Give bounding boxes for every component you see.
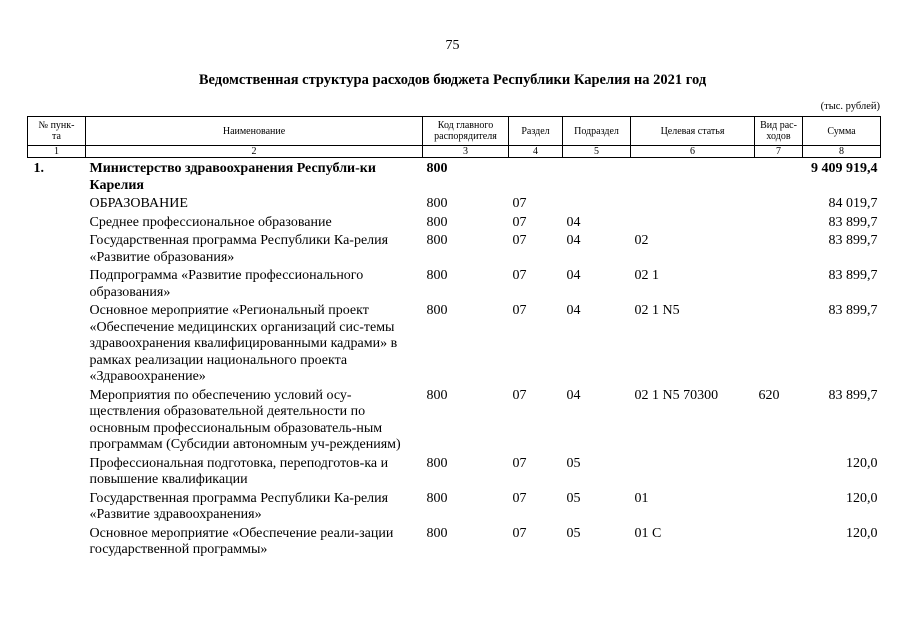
table-row bbox=[28, 231, 881, 266]
row-target: 02 bbox=[634, 233, 649, 248]
row-sum: 120,0 bbox=[846, 490, 878, 506]
row-num bbox=[28, 386, 86, 454]
row-podrazdel: 04 bbox=[566, 303, 581, 318]
table-row bbox=[28, 454, 881, 489]
row-razdel: 07 bbox=[512, 490, 527, 506]
row-code: 800 bbox=[426, 490, 448, 506]
row-target bbox=[631, 194, 755, 213]
row-name: Мероприятия по обеспечению условий осу-ществления образовательной деятельности по основным профессиональным образователь-ным программам (Субсидии автономным уч-реждениям) bbox=[89, 387, 401, 452]
header-num-line-2: та bbox=[52, 131, 61, 142]
row-podrazdel: 05 bbox=[566, 455, 581, 471]
row-name: ОБРАЗОВАНИЕ bbox=[89, 196, 188, 211]
row-razdel: 07 bbox=[512, 233, 527, 248]
row-vid: 620 bbox=[758, 387, 780, 403]
document-title: Ведомственная структура расходов бюджета Республики Карелия на 2021 год bbox=[198, 72, 707, 88]
row-name: Среднее профессиональное образование bbox=[89, 214, 332, 230]
row-num bbox=[28, 454, 86, 489]
header-razdel: Раздел bbox=[509, 117, 563, 146]
page-number: 75 bbox=[445, 38, 460, 53]
row-code: 800 bbox=[426, 387, 448, 403]
row-num bbox=[28, 194, 86, 213]
row-target: 01 С bbox=[634, 525, 662, 541]
header-code-line-1: Код главного bbox=[437, 120, 494, 131]
row-code: 800 bbox=[426, 196, 448, 211]
column-number: 7 bbox=[755, 146, 803, 158]
row-sum: 83 899,7 bbox=[828, 387, 878, 403]
row-vid bbox=[755, 266, 803, 301]
header-podrazdel: Подраздел bbox=[563, 117, 631, 146]
row-vid bbox=[755, 158, 803, 195]
row-razdel: 07 bbox=[512, 303, 527, 318]
row-vid bbox=[755, 454, 803, 489]
row-vid bbox=[755, 489, 803, 524]
row-code: 800 bbox=[426, 268, 448, 283]
row-name: Профессиональная подготовка, переподготов-ка и повышение квалификации bbox=[89, 455, 389, 487]
row-name: Основное мероприятие «Обеспечение реали-зации государственной программы» bbox=[89, 525, 394, 557]
row-num: 1. bbox=[33, 161, 44, 176]
row-razdel: 07 bbox=[512, 455, 527, 471]
table-row bbox=[28, 386, 881, 454]
row-target: 02 1 N5 70300 bbox=[634, 387, 719, 403]
header-code bbox=[423, 117, 509, 146]
column-number: 8 bbox=[803, 146, 881, 158]
budget-table bbox=[27, 116, 881, 559]
row-podrazdel bbox=[563, 194, 631, 213]
row-sum: 120,0 bbox=[846, 525, 878, 541]
header-vid bbox=[755, 117, 803, 146]
table-row bbox=[28, 266, 881, 301]
row-vid bbox=[755, 231, 803, 266]
row-vid bbox=[755, 524, 803, 559]
row-target: 02 1 N5 bbox=[634, 303, 680, 318]
row-podrazdel: 05 bbox=[566, 490, 581, 506]
column-number: 1 bbox=[28, 146, 86, 158]
table-row bbox=[28, 158, 881, 195]
row-podrazdel: 05 bbox=[566, 525, 581, 541]
column-number: 3 bbox=[423, 146, 509, 158]
row-code: 800 bbox=[426, 214, 448, 230]
row-num bbox=[28, 266, 86, 301]
header-num bbox=[28, 117, 86, 146]
row-razdel: 07 bbox=[512, 214, 527, 230]
row-vid bbox=[755, 213, 803, 232]
row-podrazdel: 04 bbox=[566, 214, 581, 230]
table-body bbox=[28, 158, 881, 559]
row-name: Министерство здравоохранения Республи-ки Карелия bbox=[89, 161, 376, 193]
table-row bbox=[28, 213, 881, 232]
row-num bbox=[28, 231, 86, 266]
row-razdel: 07 bbox=[512, 387, 527, 403]
row-num bbox=[28, 213, 86, 232]
row-target: 01 bbox=[634, 490, 649, 506]
table-row bbox=[28, 194, 881, 213]
row-razdel: 07 bbox=[512, 525, 527, 541]
header-name: Наименование bbox=[86, 117, 423, 146]
row-vid bbox=[755, 194, 803, 213]
row-target: 02 1 bbox=[634, 268, 659, 283]
table-row bbox=[28, 489, 881, 524]
row-razdel: 07 bbox=[512, 268, 527, 283]
header-target: Целевая статья bbox=[631, 117, 755, 146]
row-sum: 84 019,7 bbox=[828, 196, 878, 211]
row-podrazdel bbox=[563, 158, 631, 195]
row-name: Государственная программа Республики Ка-релия «Развитие образования» bbox=[89, 233, 389, 265]
row-razdel bbox=[509, 158, 563, 195]
row-code: 800 bbox=[426, 303, 448, 318]
row-code: 800 bbox=[426, 161, 448, 176]
column-number-row bbox=[28, 146, 881, 158]
row-target bbox=[631, 213, 755, 232]
row-sum: 83 899,7 bbox=[828, 233, 878, 248]
row-num bbox=[28, 524, 86, 559]
table-header-row bbox=[28, 117, 881, 146]
header-sum: Сумма bbox=[803, 117, 881, 146]
column-number: 5 bbox=[563, 146, 631, 158]
column-number: 2 bbox=[86, 146, 423, 158]
column-number: 4 bbox=[509, 146, 563, 158]
header-vid-line-1: Вид рас- bbox=[760, 120, 797, 131]
row-razdel: 07 bbox=[512, 196, 527, 211]
row-code: 800 bbox=[426, 455, 448, 471]
row-podrazdel: 04 bbox=[566, 387, 581, 403]
row-code: 800 bbox=[426, 233, 448, 248]
row-sum: 9 409 919,4 bbox=[811, 161, 878, 176]
row-name: Государственная программа Республики Ка-релия «Развитие здравоохранения» bbox=[89, 490, 389, 522]
header-num-line-1: № пунк- bbox=[38, 120, 75, 131]
row-target bbox=[631, 454, 755, 489]
table-row bbox=[28, 301, 881, 386]
row-sum: 83 899,7 bbox=[828, 214, 878, 230]
row-num bbox=[28, 489, 86, 524]
column-number: 6 bbox=[631, 146, 755, 158]
row-num bbox=[28, 301, 86, 386]
row-code: 800 bbox=[426, 525, 448, 541]
row-sum: 120,0 bbox=[846, 455, 878, 471]
table-row bbox=[28, 524, 881, 559]
row-target bbox=[631, 158, 755, 195]
row-name: Основное мероприятие «Региональный проект «Обеспечение медицинских организаций сис-темы здравоохранения квалифицированными кадрами» в рамках реализации национального проекта «Здравоохранение» bbox=[89, 303, 398, 384]
units-label: (тыс. рублей) bbox=[820, 101, 880, 112]
row-sum: 83 899,7 bbox=[828, 268, 878, 283]
row-sum: 83 899,7 bbox=[828, 303, 878, 318]
header-code-line-2: распорядителя bbox=[434, 131, 497, 142]
row-podrazdel: 04 bbox=[566, 268, 581, 283]
header-vid-line-2: ходов bbox=[766, 131, 791, 142]
row-name: Подпрограмма «Развитие профессионального образования» bbox=[89, 268, 364, 300]
row-vid bbox=[755, 301, 803, 386]
row-podrazdel: 04 bbox=[566, 233, 581, 248]
